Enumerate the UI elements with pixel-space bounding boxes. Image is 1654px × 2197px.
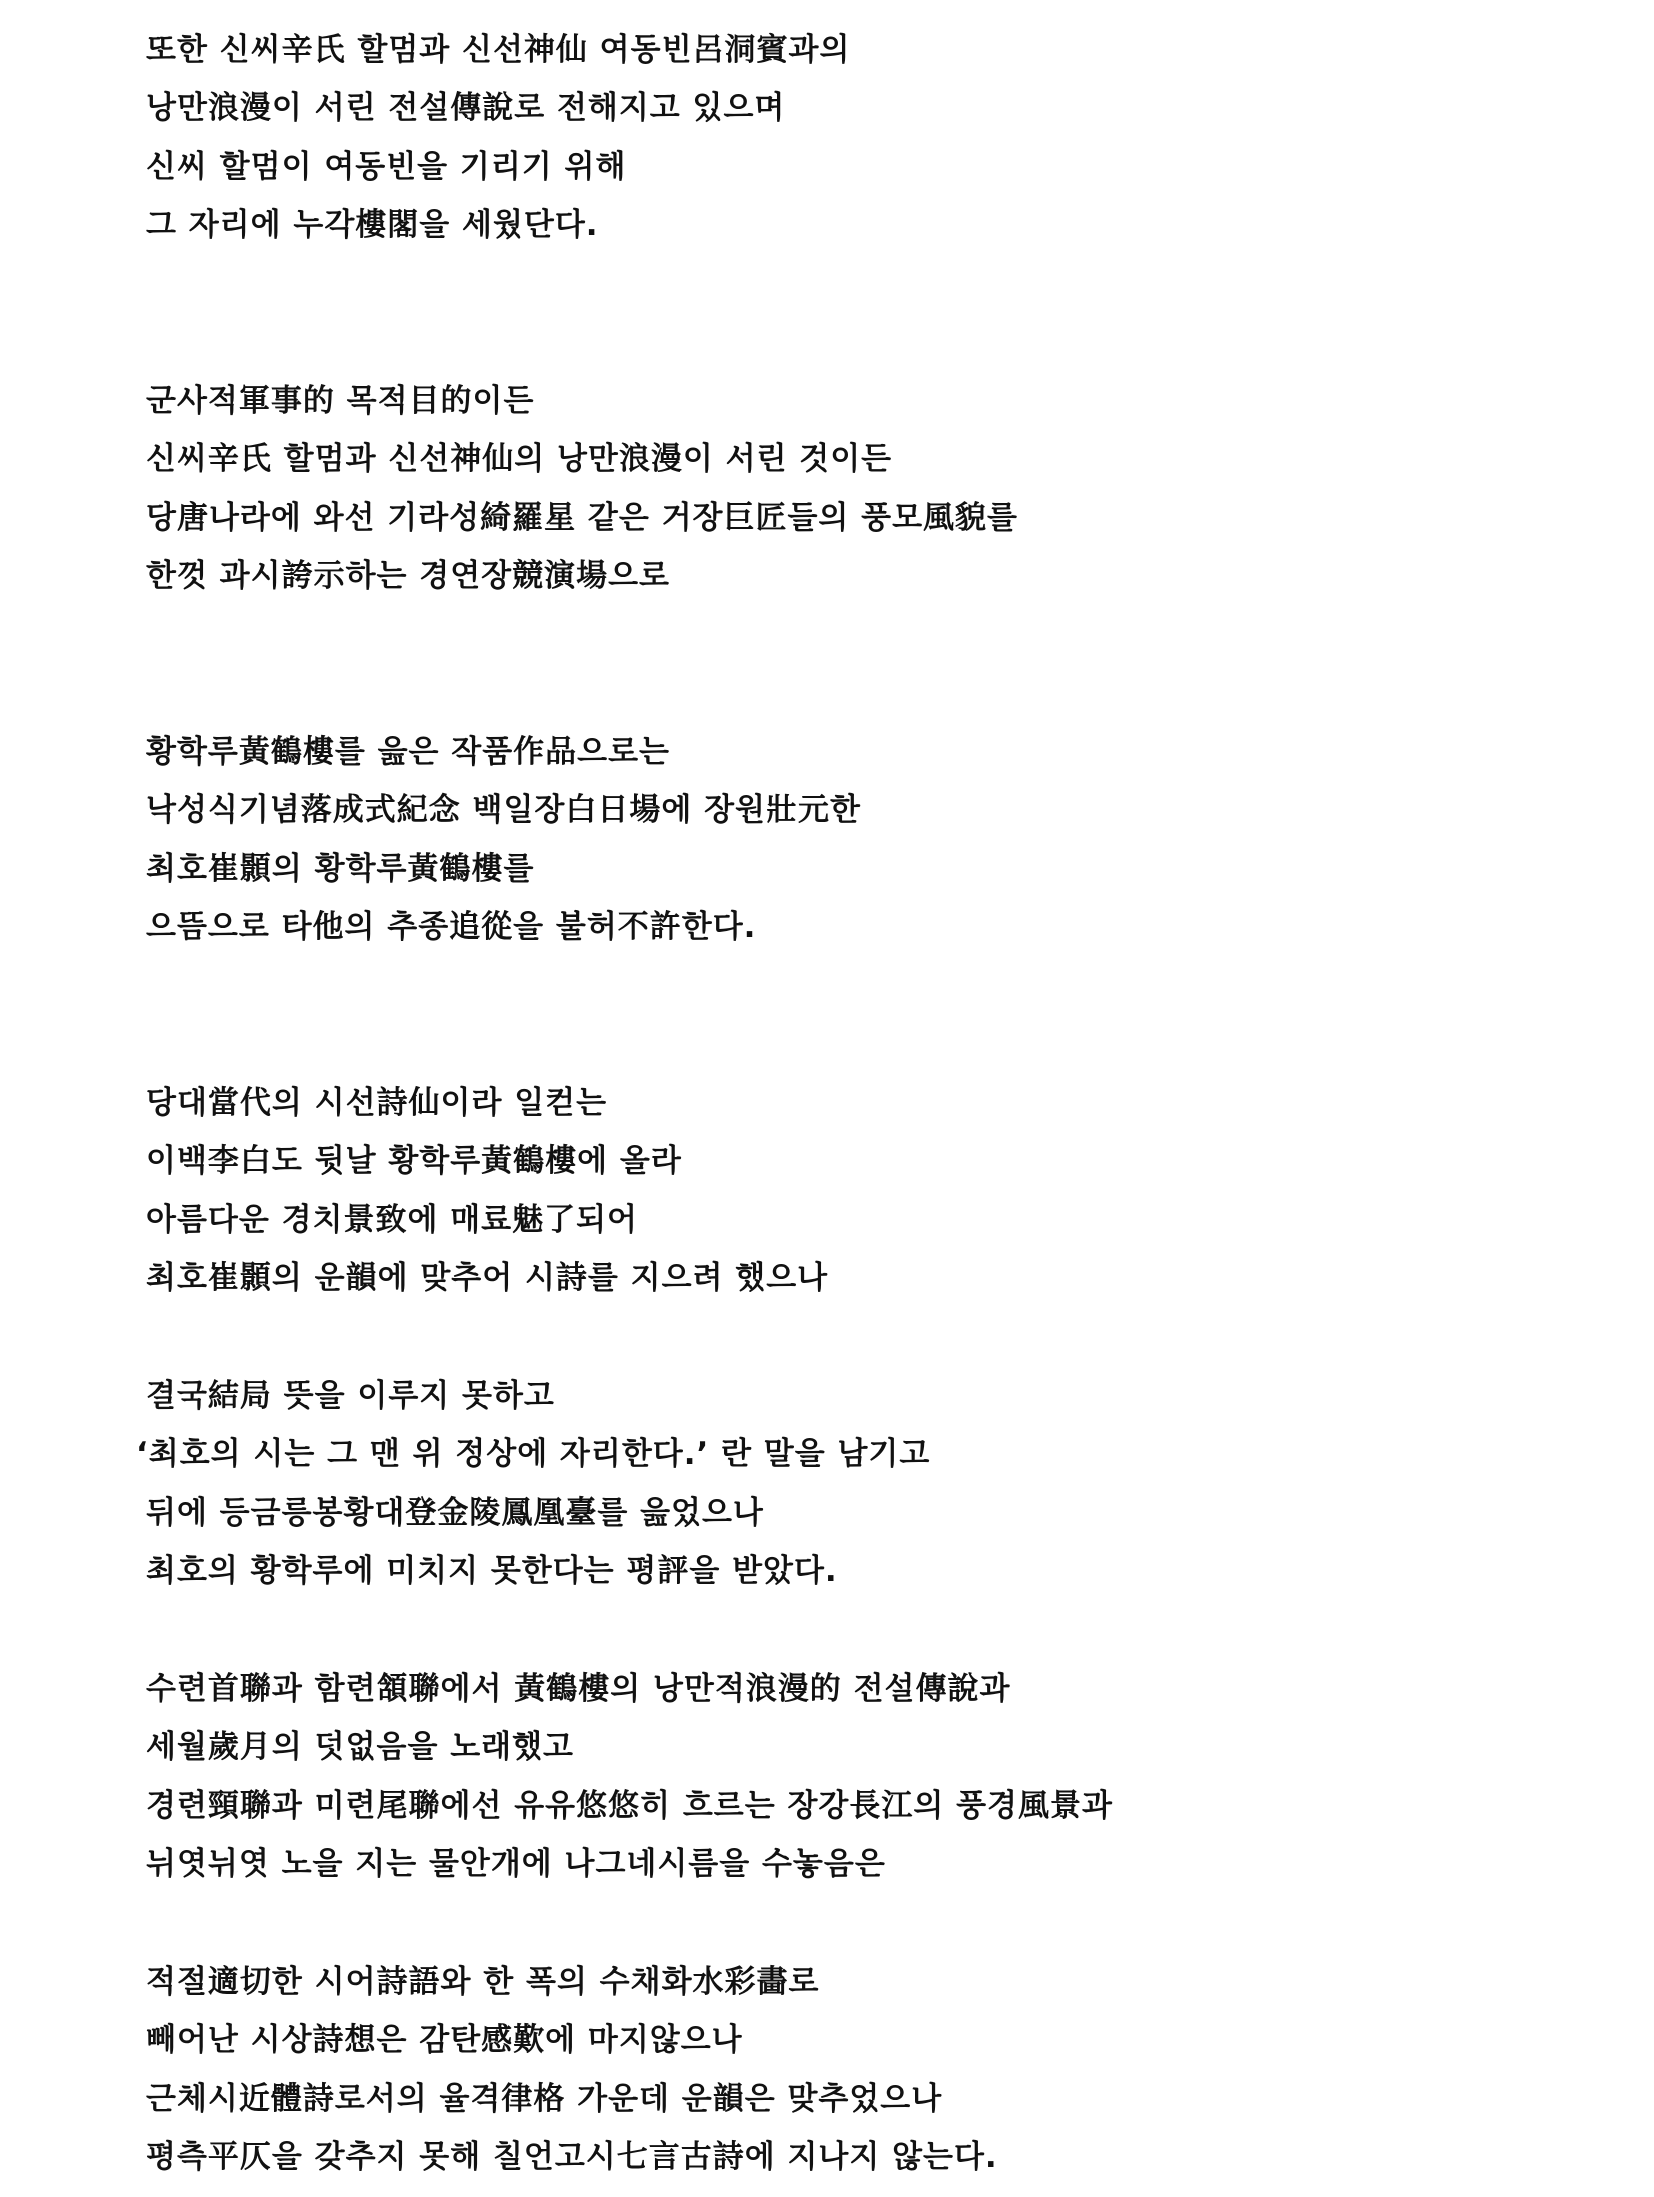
text-line: 한껏 과시誇示하는 경연장競演場으로 bbox=[146, 558, 670, 594]
text-line: 당대當代의 시선詩仙이라 일컫는 bbox=[146, 1085, 608, 1121]
text-line: 이백李白도 뒷날 황학루黃鶴樓에 올라 bbox=[146, 1143, 682, 1179]
text-line: 아름다운 경치景致에 매료魅了되어 bbox=[146, 1202, 638, 1238]
text-line: 최호의 황학루에 미치지 못한다는 평評을 받았다. bbox=[146, 1553, 838, 1589]
text-line: 낭만浪漫이 서린 전설傳說로 전해지고 있으며 bbox=[146, 90, 786, 126]
text-line: 수련首聯과 함련頷聯에서 黃鶴樓의 낭만적浪漫的 전설傳說과 bbox=[146, 1671, 1011, 1707]
text-line: 근체시近體詩로서의 율격律格 가운데 운韻은 맞추었으나 bbox=[146, 2081, 943, 2117]
text-line: 황학루黃鶴樓를 읊은 작품作品으로는 bbox=[146, 734, 670, 770]
text-line: 최호崔顥의 운韻에 맞추어 시詩를 지으려 했으나 bbox=[146, 1260, 829, 1296]
text-line: 경련頸聯과 미련尾聯에선 유유悠悠히 흐르는 장강長江의 풍경風景과 bbox=[146, 1788, 1113, 1824]
text-line: ‘최호의 시는 그 맨 위 정상에 자리한다.’ 란 말을 남기고 bbox=[136, 1436, 931, 1472]
text-line: 당唐나라에 와선 기라성綺羅星 같은 거장巨匠들의 풍모風貌를 bbox=[146, 500, 1018, 536]
text-line: 적절適切한 시어詩語와 한 폭의 수채화水彩畵로 bbox=[146, 1964, 820, 2000]
text-line: 신씨辛氏 할멈과 신선神仙의 낭만浪漫이 서린 것이든 bbox=[146, 441, 893, 477]
text-line: 군사적軍事的 목적目的이든 bbox=[146, 383, 535, 419]
text-line: 신씨 할멈이 여동빈을 기리기 위해 bbox=[146, 149, 627, 185]
text-line: 세월歲月의 덧없음을 노래했고 bbox=[146, 1729, 574, 1765]
text-line: 뒤에 등금릉봉황대登金陵鳳凰臺를 읊었으나 bbox=[146, 1495, 764, 1531]
text-line: 뉘엿뉘엿 노을 지는 물안개에 나그네시름을 수놓음은 bbox=[146, 1846, 886, 1882]
text-line: 낙성식기념落成式紀念 백일장白日場에 장원壯元한 bbox=[146, 792, 861, 828]
text-line: 평측平仄을 갖추지 못해 칠언고시七言古詩에 지나지 않는다. bbox=[146, 2139, 998, 2175]
text-line: 그 자리에 누각樓閣을 세웠단다. bbox=[146, 207, 599, 243]
text-line: 빼어난 시상詩想은 감탄感歎에 마지않으나 bbox=[146, 2022, 743, 2058]
text-line: 최호崔顥의 황학루黃鶴樓를 bbox=[146, 851, 535, 887]
text-line: 또한 신씨辛氏 할멈과 신선神仙 여동빈呂洞賓과의 bbox=[146, 32, 851, 68]
text-line: 으뜸으로 타他의 추종追從을 불허不許한다. bbox=[146, 909, 757, 945]
text-line: 결국結局 뜻을 이루지 못하고 bbox=[146, 1378, 555, 1414]
